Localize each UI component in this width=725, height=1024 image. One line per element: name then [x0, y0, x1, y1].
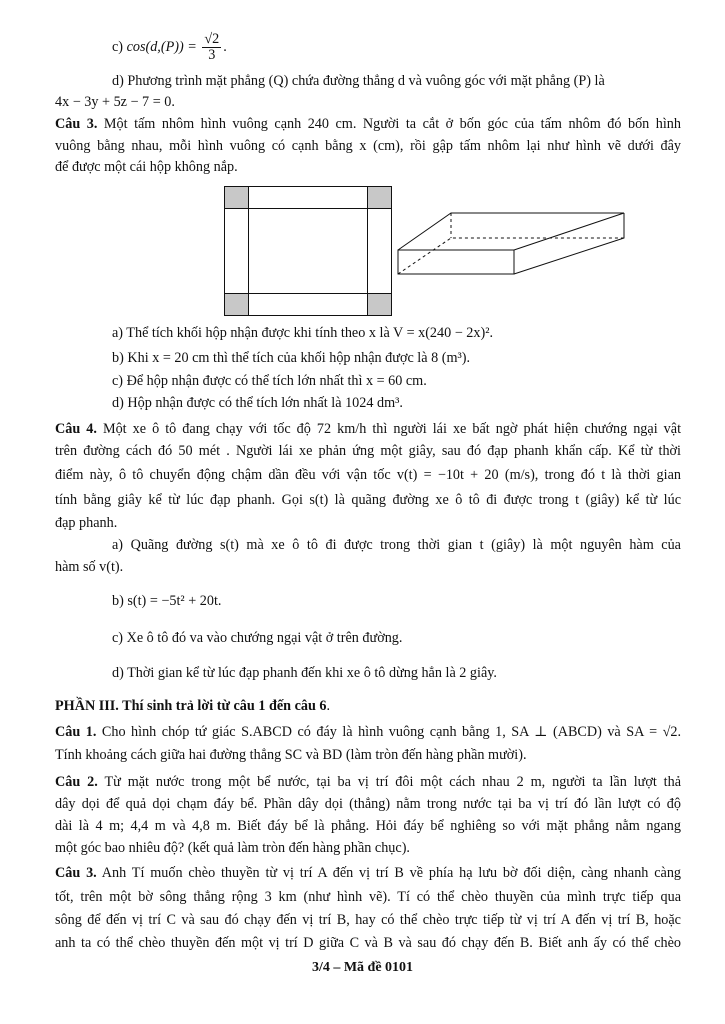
item-d-plane-equation: 4x − 3y + 5z − 7 = 0. — [55, 94, 175, 110]
corner-square — [225, 294, 249, 316]
cau4-line3: điểm này, ô tô chuyển động chậm dần đều với vận tốc v(t) = −10t + 20 (m/s), trong đó t là thời gian — [55, 467, 681, 483]
cau4-item-a-cont: hàm số v(t). — [55, 559, 124, 575]
corner-square — [225, 187, 249, 209]
part3-q1-line2: Tính khoảng cách giữa hai đường thẳng SC và BD (làm tròn đến hàng phần mười). — [55, 747, 527, 763]
cau3-item-d: d) Hộp nhận được có thể tích lớn nhất là 1024 dm³. — [112, 395, 403, 411]
corner-square — [368, 294, 392, 316]
cau4-line5: đạp phanh. — [55, 515, 118, 531]
part3-q3-line1: Câu 3. Anh Tí muốn chèo thuyền từ vị trí A đến vị trí B về phía hạ lưu bờ đối diện, càng nhanh càng — [55, 865, 682, 881]
part3-q2-line1: Câu 2. Từ mặt nước trong một bể nước, tại ba vị trí đôi một cách nhau 2 m, người ta lần lượt thả — [55, 774, 682, 790]
box-side-edges — [514, 213, 624, 274]
part3-q3-line2: tốt, trên một bờ sông thẳng rộng 3 km (như hình vẽ). Tí có thể chèo thuyền của mình trực tiếp qua — [55, 889, 681, 905]
sheet-outline — [225, 187, 392, 316]
cau4-item-d: d) Thời gian kể từ lúc đạp phanh đến khi xe ô tô dừng hẳn là 2 giây. — [112, 665, 497, 681]
cau3-item-c: c) Để hộp nhận được có thể tích lớn nhất thì x = 60 cm. — [112, 373, 427, 389]
fraction-sqrt2-over-3: $\frac{√2}{3}$ — [204, 31, 220, 63]
page-footer: 3/4 – Mã đề 0101 — [311, 960, 414, 975]
part3-q1-line1: Câu 1. Cho hình chóp tứ giác S.ABCD có đáy là hình vuông cạnh bằng 1, SA ⊥ (ABCD) và SA = √2. — [55, 724, 682, 740]
item-c-cos: c) cos(d,(P)) = $\frac{√2}{3}$ . — [112, 31, 227, 63]
part3-q2-line4: một góc bao nhiêu độ? (kết quả làm tròn đến hàng phần chục). — [55, 840, 410, 856]
cau4-line4: tính bằng giây kể từ lúc đạp phanh. Gọi s(t) là quãng đường xe ô tô đi được trong t (giây) kể từ lúc — [55, 492, 681, 508]
box-top-edges — [398, 213, 624, 250]
cau3-line2: vuông bằng nhau, mỗi hình vuông có cạnh bằng x (cm), rồi gập tấm nhôm lại như hình vẽ dưới đây — [55, 138, 681, 154]
part3-q3-line4: anh ta có thể chèo thuyền đến một vị trí D giữa C và B và sau đó chạy đến B. Biết anh ấy có thể chèo — [55, 935, 681, 951]
part3-q3-line3: sông để đến vị trí C và sau đó chạy đến vị trí B, hay có thể chèo trực tiếp từ vị trí A đến vị trí B, hoặc — [55, 912, 681, 928]
cau4-item-a: a) Quãng đường s(t) mà xe ô tô đi được trong thời gian t (giây) là một nguyên hàm của — [112, 537, 681, 553]
item-d-plane: d) Phương trình mặt phẳng (Q) chứa đường thẳng d và vuông góc với mặt phẳng (P) là — [112, 73, 605, 89]
cau3-line1: Câu 3. Một tấm nhôm hình vuông cạnh 240 cm. Người ta cắt ở bốn góc của tấm nhôm đó bốn hình — [55, 116, 681, 132]
sheet-figure — [224, 186, 392, 316]
cau4-line2: trên đường cách đó 50 mét . Người lái xe phản ứng một giây, sau đó đạp phanh khẩn cấp. Kể từ thời — [55, 443, 681, 459]
cau3-line3: để được một cái hộp không nắp. — [55, 159, 238, 175]
cau3-item-a: a) Thể tích khối hộp nhận được khi tính theo x là V = x(240 − 2x)². — [112, 325, 494, 341]
cau3-item-b: b) Khi x = 20 cm thì thể tích của khối hộp nhận được là 8 (m³). — [112, 350, 471, 366]
cau4-line1: Câu 4. Một xe ô tô đang chạy với tốc độ 72 km/h thì người lái xe bất ngờ phát hiện chướng ngại vật — [55, 421, 682, 437]
box-front-face — [398, 250, 514, 274]
box-hidden-edges — [398, 238, 624, 274]
part3-q2-line2: dây dọi để quả dọi chạm đáy bể. Phần dây dọi (thẳng) nằm trong nước tại ba vị trí đó lần lượt có độ — [55, 796, 681, 812]
corner-square — [368, 187, 392, 209]
part3-heading: PHẦN III. Thí sinh trả lời từ câu 1 đến câu 6. — [55, 698, 331, 714]
box-figure — [396, 208, 628, 278]
cau4-item-b: b) s(t) = −5t² + 20t. — [112, 593, 222, 609]
part3-q2-line3: dài là 4 m; 4,4 m và 4,8 m. Biết đáy bể là phẳng. Hỏi đáy bể nghiêng so với mặt phẳng nằm ngang — [55, 818, 681, 834]
cau4-item-c: c) Xe ô tô đó va vào chướng ngại vật ở trên đường. — [112, 630, 403, 646]
